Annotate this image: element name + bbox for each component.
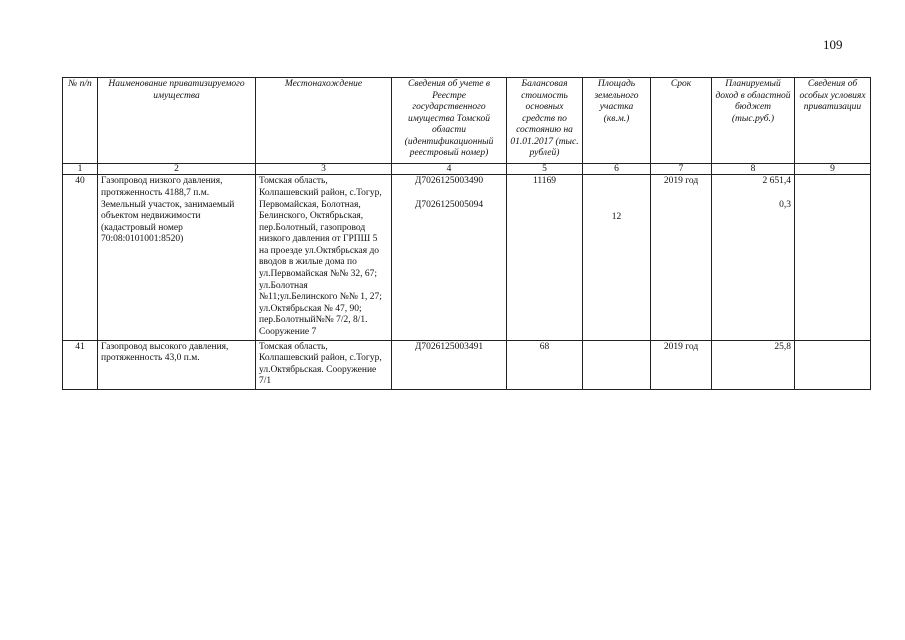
balance-value: 68 — [507, 340, 583, 389]
income-value: 0,3 — [779, 200, 791, 211]
registry-cell — [392, 175, 507, 340]
column-number: 5 — [507, 164, 583, 175]
column-number: 3 — [256, 164, 392, 175]
header-registry: Сведения об учете в Реестре государственного имущества Томской области (идентификационный реестровый номер) — [392, 78, 507, 164]
header-term: Срок — [651, 78, 712, 164]
header-area: Площадь земельного участка (кв.м.) — [583, 78, 651, 164]
area-cell — [583, 175, 651, 340]
header-conditions: Сведения об особых условиях приватизации — [795, 78, 871, 164]
conditions-value — [795, 340, 871, 389]
privatization-table — [62, 77, 871, 390]
column-number: 4 — [392, 164, 507, 175]
property-name-cell — [98, 175, 256, 340]
column-number: 8 — [712, 164, 795, 175]
income-value: 2 651,4 — [762, 176, 791, 187]
table-row — [63, 175, 871, 340]
row-number: 40 — [63, 175, 98, 340]
column-number: 6 — [583, 164, 651, 175]
income-value: 25,8 — [712, 340, 795, 389]
column-number: 9 — [795, 164, 871, 175]
registry-number: Д7026125005094 — [414, 200, 484, 211]
conditions-value — [795, 175, 871, 340]
property-name: Газопровод высокого давления, протяженность 43,0 п.м. — [98, 340, 256, 389]
page-number: 109 — [823, 37, 843, 52]
balance-value: 11169 — [507, 175, 583, 340]
table-row — [63, 340, 871, 389]
column-number: 2 — [98, 164, 256, 175]
area-value — [583, 340, 651, 389]
location: Томская область, Колпашевский район, с.Тогур, Первомайская, Болотная, Белинского, Октябрьская, пер.Болотный, газопровод низкого давления от ГРПШ 5 на проезде ул.Октябрьская до вводов в жилые дома по ул.Первомайская №№ 32, 67; ул.Болотная №11;ул.Белинского №№ 1, 27; ул.Октябрьская № 47, 90; пер.Болотный№№ 7/2, 8/1. Сооружение 7 — [256, 175, 392, 340]
header-balance: Балансовая стоимость основных средств по состоянию на 01.01.2017 (тыс. рублей) — [507, 78, 583, 164]
term-value: 2019 год — [651, 175, 712, 340]
income-cell — [712, 175, 795, 340]
column-number-row — [63, 164, 871, 175]
property-name: Земельный участок, занимаемый объектом недвижимости (кадастровый номер 70:08:0101001:8520) — [101, 199, 235, 245]
header-row — [63, 78, 871, 164]
column-number: 1 — [63, 164, 98, 175]
header-name: Наименование приватизируемого имущества — [98, 78, 256, 164]
header-num: № п/п — [63, 78, 98, 164]
term-value: 2019 год — [651, 340, 712, 389]
property-name: Газопровод низкого давления, протяженность 4188,7 п.м. — [101, 176, 223, 199]
header-location: Местонахождение — [256, 78, 392, 164]
registry-number: Д7026125003491 — [392, 340, 507, 389]
header-income: Планируемый доход в областной бюджет (тыс.руб.) — [712, 78, 795, 164]
registry-number: Д7026125003490 — [414, 176, 484, 187]
area-value: 12 — [611, 212, 622, 223]
column-number: 7 — [651, 164, 712, 175]
location: Томская область, Колпашевский район, с.Тогур, ул.Октябрьская. Сооружение 7/1 — [256, 340, 392, 389]
row-number: 41 — [63, 340, 98, 389]
